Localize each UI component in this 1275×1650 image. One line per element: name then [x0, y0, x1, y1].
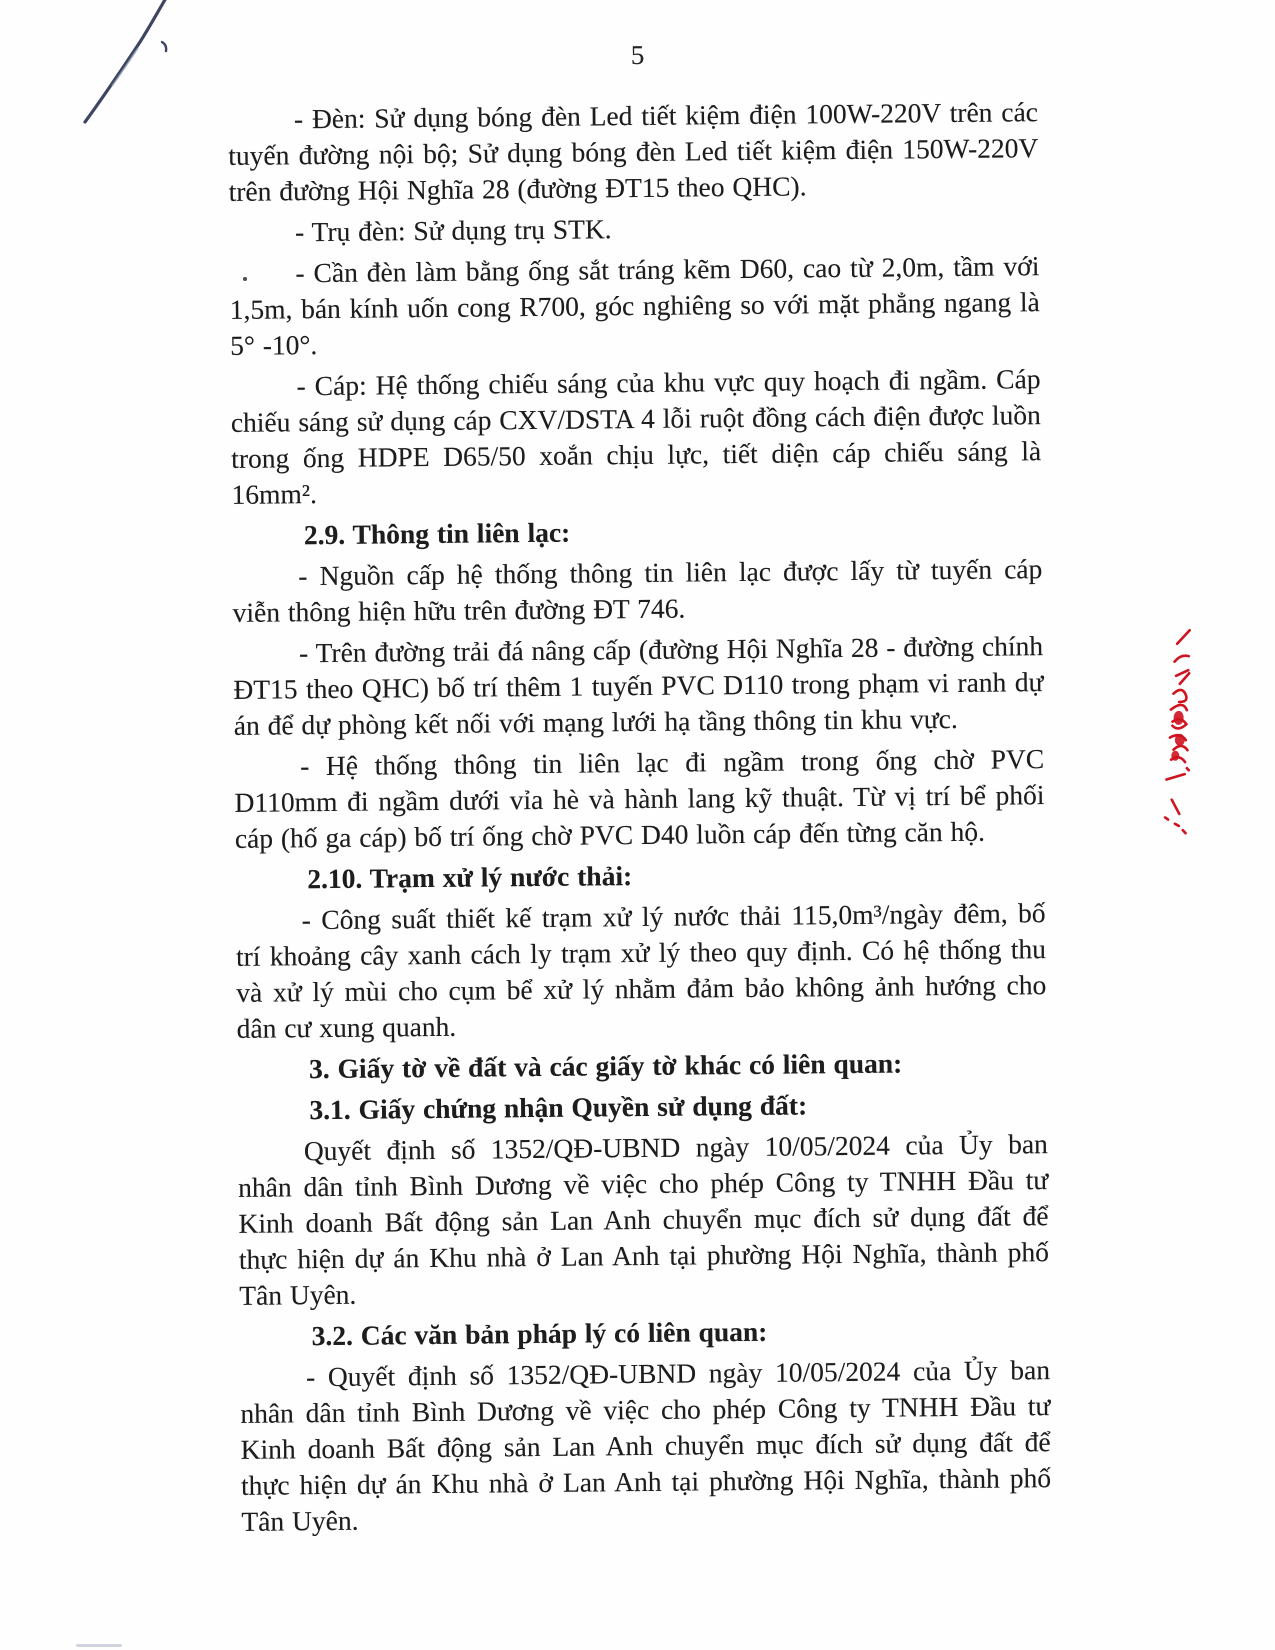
scan-smudge [76, 1644, 122, 1647]
paragraph-land-decision: Quyết định số 1352/QĐ-UBND ngày 10/05/2024 của Ủy ban nhân dân tỉnh Bình Dương về việc cho phép Công ty TNHH Đầu tư Kinh doanh Bất động sản Lan Anh chuyển mục đích sử dụng đất để thực hiện dự án Khu nhà ở Lan Anh tại phường Hội Nghĩa, thành phố Tân Uyên. [238, 1128, 1050, 1311]
heading-2-10-wastewater: 2.10. Trạm xử lý nước thải: [307, 860, 633, 895]
stray-ink-dot [243, 277, 247, 281]
paragraph-lighting-cables: - Cáp: Hệ thống chiếu sáng của khu vực quy hoạch đi ngầm. Cáp chiếu sáng sử dụng cáp CXV/DSTA 4 lỗi ruột đồng cách điện được luồn trong ống HDPE D65/50 xoắn chịu lực, tiết diện cáp chiếu sáng là 16mm². [230, 363, 1042, 510]
page-number: 5 [630, 39, 645, 71]
document-body [228, 94, 1052, 1545]
paragraph-telecom-source: - Nguồn cấp hệ thống thông tin liên lạc được lấy từ tuyến cáp viễn thông hiện hữu trên đường ĐT 746. [232, 553, 1043, 628]
paragraph-legal-decision: - Quyết định số 1352/QĐ-UBND ngày 10/05/2024 của Ủy ban nhân dân tỉnh Bình Dương về việc cho phép Công ty TNHH Đầu tư Kinh doanh Bất động sản Lan Anh chuyển mục đích sử dụng đất để thực hiện dự án Khu nhà ở Lan Anh tại phường Hội Nghĩa, thành phố Tân Uyên. [240, 1354, 1052, 1537]
paragraph-telecom-route: - Trên đường trải đá nâng cấp (đường Hội Nghĩa 28 - đường chính ĐT15 theo QHC) bố trí thêm 1 tuyến PVC D110 trong phạm vi ranh dự án để dự phòng kết nối với mạng lưới hạ tầng thông tin khu vực. [233, 630, 1044, 741]
paragraph-lamp-posts: - Trụ đèn: Sử dụng trụ STK. [294, 213, 612, 248]
paragraph-lamp-arms: - Cần đèn làm bằng ống sắt tráng kẽm D60, cao từ 2,0m, tầm với 1,5m, bán kính uốn cong R700, góc nghiêng so với mặt phẳng ngang là 5° -10°. [229, 250, 1040, 361]
paragraph-telecom-underground: - Hệ thống thông tin liên lạc đi ngầm trong ống chờ PVC D110mm đi ngầm dưới vỉa hè và hành lang kỹ thuật. Từ vị trí bể phối cáp (hố ga cáp) bố trí ống chờ PVC D40 luồn cáp đến từng căn hộ. [234, 743, 1045, 854]
red-ink-mark-icon [1160, 627, 1203, 843]
paragraph-led-lamps: - Đèn: Sử dụng bóng đèn Led tiết kiệm điện 100W-220V trên các tuyến đường nội bộ; Sử dụng bóng đèn Led tiết kiệm điện 150W-220V trên đường Hội Nghĩa 28 (đường ĐT15 theo QHC). [228, 96, 1039, 207]
heading-3-1-land-certificate: 3.1. Giấy chứng nhận Quyền sử dụng đất: [309, 1089, 808, 1126]
heading-3-2-legal-documents: 3.2. Các văn bản pháp lý có liên quan: [311, 1315, 768, 1352]
paragraph-wastewater-plant: - Công suất thiết kế trạm xử lý nước thải 115,0m³/ngày đêm, bố trí khoảng cây xanh cách ly trạm xử lý theo quy định. Có hệ thống thu và xử lý mùi cho cụm bể xử lý nhằm đảm bảo không ảnh hướng cho dân cư xung quanh. [235, 897, 1047, 1044]
heading-3-land-papers: 3. Giấy tờ về đất và các giấy tờ khác có liên quan: [308, 1047, 903, 1085]
heading-2-9-communications: 2.9. Thông tin liên lạc: [303, 516, 571, 551]
